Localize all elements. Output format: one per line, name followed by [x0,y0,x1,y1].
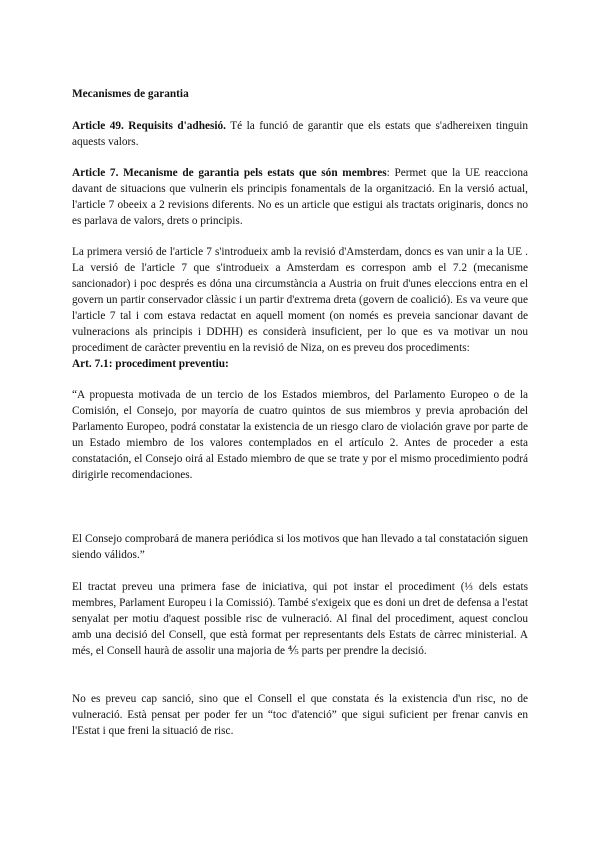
paragraph-first-version: La primera versió de l'article 7 s'introdueix amb la revisió d'Amsterdam, doncs es van unir a la UE . La versió de l'article 7 que s'introdueix a Amsterdam es correspon amb el 7.2 (mecanisme sancionador) i poc després es dóna una circumstància a Austria on fruit d'unes eleccions entra en el govern un partir conservador clàssic i un partir d'extrema dreta (govern de coalició). Es va veure que l'article 7 tal i com estava redactat en aquell moment (on només es preveia sancionar davant de vulneracions als principis i DDHH) es considerà insuficient, per lo que es va motivar un nou procediment de caràcter preventiu en la revisió de Niza, on es preveu dos procediments: [72,246,528,354]
article-49-label: Article 49. Requisits d'adhesió. [72,120,227,132]
article-49-text: Té la funció de garantir que els estats que s'adhereixen tinguin aquests valors. [72,120,529,148]
paragraph-article-49 [72,118,528,150]
section-heading-art-7-1: Art. 7.1: procediment preventiu: [72,358,229,370]
paragraph-no-sanction: No es preveu cap sanció, sino que el Consell el que constata és la existencia d'un risc, no de vulneració. Està pensat per poder fer un “toc d'atenció” que sigui suficient per frenar canvis en l'Estat i que freni la situació de risc. [72,693,528,737]
paragraph-initiative-phase: El tractat preveu una primera fase de iniciativa, qui pot instar el procediment (⅓ dels estats membres, Parlament Europeu i la Comissió). També s'exigeix que es doni un dret de defensa a l'estat senyalat per motiu d'aquest possible risc de vulneració. Al final del procediment, aquest conclou amb una decisió del Consell, que està format per representants dels Estats de càrrec ministerial. A més, el Consell haurà de assolir una majoria de ⅘ parts per prendre la decisió. [72,581,528,657]
article-7-text: : Permet que la UE reacciona davant de situacions que vulnerin els principis fonamentals de la organització. En la versió actual, l'article 7 obeeix a 2 revisions diferents. No es un article que estigui als tractats originaris, doncs no es parlava de valors, drets o principis. [72,167,528,227]
document-heading: Mecanismes de garantia [72,88,189,100]
paragraph-quote-periodic: El Consejo comprobará de manera periódica si los motivos que han llevado a tal constatación siguen siendo válidos.” [72,533,528,561]
paragraph-article-7 [72,165,528,229]
article-7-label: Article 7. Mecanisme de garantia pels estats que són membres [72,167,387,179]
paragraph-quote-7-1: “A propuesta motivada de un tercio de los Estados miembros, del Parlamento Europeo o de la Comisión, el Consejo, por mayoría de cuatro quintos de sus miembros y previa aprobación del Parlamento Europeo, podrá constatar la existencia de un riesgo claro de violación grave por parte de un Estado miembro de los valores contemplados en el artículo 2. Antes de proceder a esta constatación, el Consejo oirá al Estado miembro de que se trate y por el mismo procedimiento podrá dirigirle recomendaciones. [72,389,528,481]
